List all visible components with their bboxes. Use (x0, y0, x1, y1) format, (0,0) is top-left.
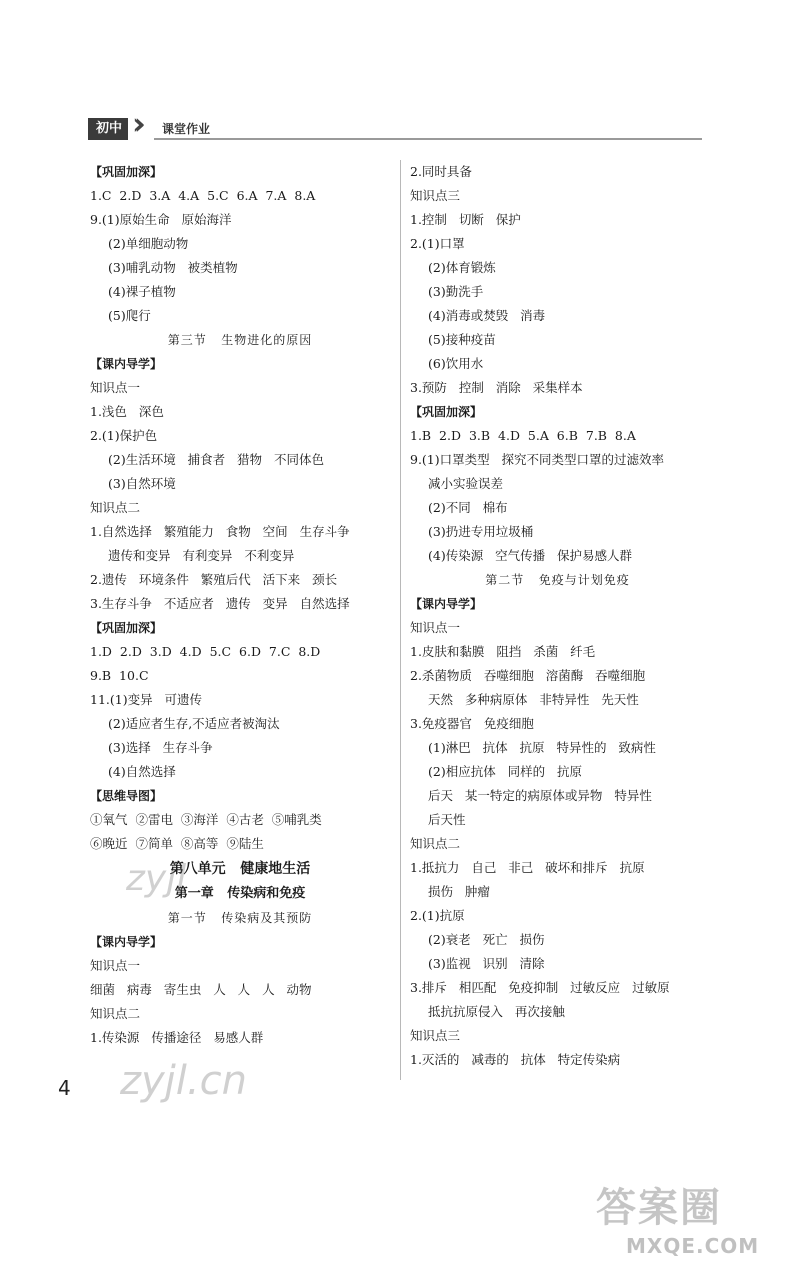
section-heading: 第八单元 健康地生活 (169, 861, 311, 877)
answer-line: 2.同时具备 (410, 164, 472, 179)
answer-line: 1.D 2.D 3.D 4.D 5.C 6.D 7.C 8.D (90, 644, 321, 659)
answer-line: (1)淋巴 抗体 抗原 特异性的 致病性 (428, 740, 656, 755)
section-heading: 第一章 传染病和免疫 (174, 886, 306, 901)
chevron-right-icon: ›› (132, 107, 136, 142)
answer-line: 后天性 (428, 812, 466, 827)
answer-line: 1.皮肤和黏膜 阻挡 杀菌 纤毛 (410, 644, 596, 659)
answer-line: 1.B 2.D 3.B 4.D 5.A 6.B 7.B 8.A (410, 428, 636, 443)
section-tag: 【巩固加深】 (410, 405, 483, 419)
answer-line: 3.预防 控制 消除 采集样本 (410, 380, 583, 395)
right-column (410, 160, 705, 1072)
answer-line: (2)相应抗体 同样的 抗原 (428, 764, 583, 779)
answer-line: 2.(1)保护色 (90, 428, 158, 443)
brand-label: 初中 (88, 118, 128, 140)
watermark-mid: zyjl (126, 858, 187, 899)
series-title: 课堂作业 (162, 122, 211, 136)
answer-line: (3)哺乳动物 被类植物 (108, 260, 238, 275)
answer-line: (6)饮用水 (428, 356, 484, 371)
section-heading: 第二节 免疫与计划免疫 (485, 573, 630, 587)
answer-line: 3.生存斗争 不适应者 遗传 变异 自然选择 (90, 596, 350, 611)
answer-line: 3.免疫器官 免疫细胞 (410, 716, 534, 731)
answer-line: (4)传染源 空气传播 保护易感人群 (428, 548, 633, 563)
header-rule (154, 138, 702, 140)
answer-line: (2)适应者生存,不适应者被淘汰 (108, 716, 280, 731)
answer-line: 1.抵抗力 自己 非己 破坏和排斥 抗原 (410, 860, 645, 875)
section-tag: 【思维导图】 (90, 789, 163, 803)
answer-line: (5)爬行 (108, 308, 151, 323)
answer-line: 1.灭活的 减毒的 抗体 特定传染病 (410, 1052, 621, 1067)
answer-line: 知识点一 (410, 620, 461, 635)
column-divider (400, 160, 401, 1080)
section-heading: 第三节 生物进化的原因 (167, 333, 313, 347)
section-tag: 【课内导学】 (90, 357, 163, 371)
answer-line: 知识点三 (410, 188, 461, 203)
answer-line: 抵抗抗原侵入 再次接触 (428, 1004, 565, 1019)
answer-line: (2)单细胞动物 (108, 236, 189, 251)
answer-line: (5)接种疫苗 (428, 332, 496, 347)
answer-line: 9.B 10.C (90, 668, 149, 683)
answer-line: 遗传和变异 有利变异 不利变异 (108, 548, 295, 563)
answer-line: ①氧气 ②雷电 ③海洋 ④古老 ⑤哺乳类 (90, 812, 322, 827)
site-logo (586, 1176, 776, 1266)
answer-line: 减小实验误差 (428, 476, 504, 491)
answer-line: (3)监视 识别 清除 (428, 956, 545, 971)
answer-line: ⑥晚近 ⑦简单 ⑧高等 ⑨陆生 (90, 836, 264, 851)
answer-line: (2)生活环境 捕食者 猎物 不同体色 (108, 452, 324, 467)
answer-line: 天然 多种病原体 非特异性 先天性 (428, 692, 639, 707)
page-header (88, 107, 702, 144)
section-tag: 【课内导学】 (90, 935, 163, 949)
answer-line: 1.C 2.D 3.A 4.A 5.C 6.A 7.A 8.A (90, 188, 316, 203)
answer-line: 11.(1)变异 可遗传 (90, 692, 203, 707)
section-tag: 【巩固加深】 (90, 621, 163, 635)
answer-line: 知识点三 (410, 1028, 461, 1043)
answer-line: 后天 某一特定的病原体或异物 特异性 (428, 788, 652, 803)
logo-domain: MXQE.COM (626, 1234, 760, 1258)
answer-line: (3)勤洗手 (428, 284, 484, 299)
answer-line: 知识点二 (90, 500, 141, 515)
answer-line: 2.(1)口罩 (410, 236, 465, 251)
answer-line: (3)扔进专用垃圾桶 (428, 524, 534, 539)
page-number: 4 (58, 1076, 71, 1100)
answer-line: 2.杀菌物质 吞噬细胞 溶菌酶 吞噬细胞 (410, 668, 646, 683)
answer-line: (4)裸子植物 (108, 284, 176, 299)
answer-line: 1.浅色 深色 (90, 404, 164, 419)
answer-line: 1.控制 切断 保护 (410, 212, 521, 227)
section-tag: 【巩固加深】 (90, 165, 163, 179)
answer-line: (4)自然选择 (108, 764, 176, 779)
answer-line: 2.遗传 环境条件 繁殖后代 活下来 颈长 (90, 572, 338, 587)
answer-line: 1.传染源 传播途径 易感人群 (90, 1030, 264, 1045)
logo-text: 答案圈 (596, 1185, 722, 1231)
answer-line: 1.自然选择 繁殖能力 食物 空间 生存斗争 (90, 524, 350, 539)
answer-line: 2.(1)抗原 (410, 908, 465, 923)
answer-line: 知识点二 (90, 1006, 141, 1021)
answer-line: 9.(1)原始生命 原始海洋 (90, 212, 232, 227)
answer-line: (3)自然环境 (108, 476, 176, 491)
answer-line: (2)不同 棉布 (428, 500, 508, 515)
watermark-bottom: zyjl.cn (120, 1058, 247, 1104)
answer-line: (3)选择 生存斗争 (108, 740, 213, 755)
answer-line: 9.(1)口罩类型 探究不同类型口罩的过滤效率 (410, 452, 665, 467)
answer-line: (2)体育锻炼 (428, 260, 496, 275)
section-tag: 【课内导学】 (410, 597, 483, 611)
answer-line: 3.排斥 相匹配 免疫抑制 过敏反应 过敏原 (410, 980, 670, 995)
answer-line: 知识点一 (90, 958, 141, 973)
answer-line: (2)衰老 死亡 损伤 (428, 932, 545, 947)
left-column (90, 160, 390, 1050)
answer-line: 损伤 肿瘤 (428, 884, 490, 899)
answer-line: 知识点二 (410, 836, 461, 851)
answer-line: 细菌 病毒 寄生虫 人 人 人 动物 (90, 982, 312, 997)
answer-line: (4)消毒或焚毁 消毒 (428, 308, 546, 323)
answer-line: 知识点一 (90, 380, 141, 395)
section-heading: 第一节 传染病及其预防 (167, 911, 313, 925)
